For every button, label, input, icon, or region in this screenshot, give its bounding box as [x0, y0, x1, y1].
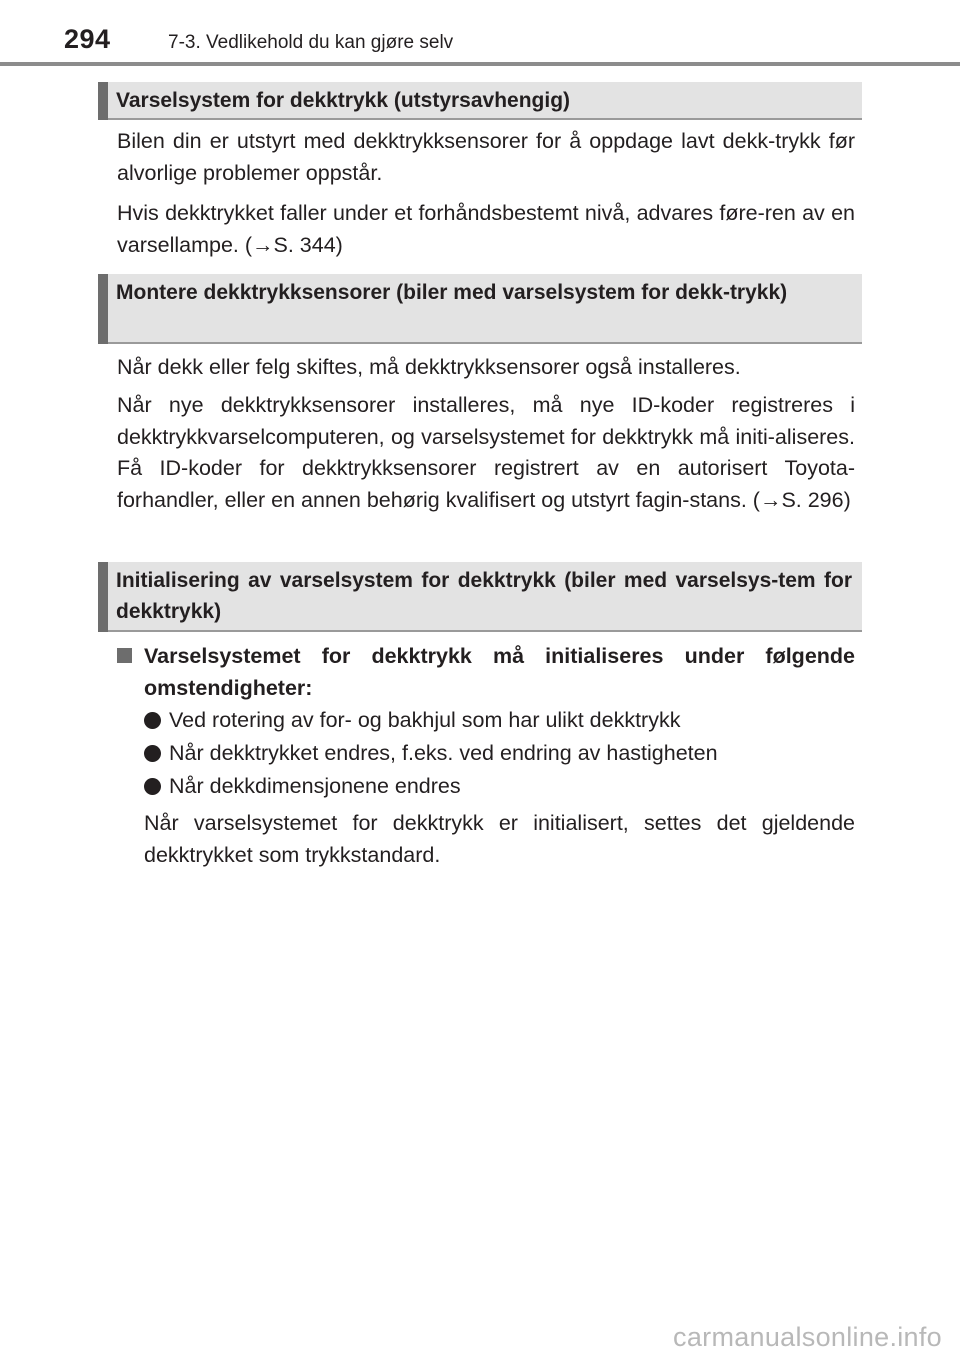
body-paragraph: Bilen din er utstyrt med dekktrykksensorer for å oppdage lavt dekk-trykk før alvorlige problemer oppstår. — [117, 129, 855, 185]
bullet-dot-icon — [144, 712, 161, 729]
chapter-title: 7-3. Vedlikehold du kan gjøre selv — [168, 32, 454, 53]
list-item-text: Ved rotering av for- og bakhjul som har ulikt dekktrykk — [169, 708, 681, 732]
sub-heading-text: Varselsystemet for dekktrykk må initialiseres under følgende omstendigheter: — [144, 644, 855, 700]
section-heading-install-sensors — [98, 274, 862, 344]
bullet-dot-icon — [144, 778, 161, 795]
sub-heading — [117, 640, 855, 704]
section-title: Initialisering av varselsystem for dekktrykk (biler med varselsys-tem for dekktrykk) — [116, 569, 852, 623]
header-divider — [0, 62, 960, 66]
page-header — [0, 0, 960, 66]
body-paragraph: Når varselsystemet for dekktrykk er initialisert, settes det gjeldende dekktrykket som trykkstandard. — [144, 811, 855, 867]
list-item — [144, 770, 855, 802]
section-heading-initialization — [98, 562, 862, 632]
section-title: Varselsystem for dekktrykk (utstyrsavhengig) — [116, 89, 571, 112]
section-title: Montere dekktrykksensorer (biler med varselsystem for dekk-trykk) — [116, 281, 788, 304]
list-item — [144, 704, 855, 736]
square-marker-icon — [117, 648, 132, 663]
section-heading-tire-pressure-warning — [98, 82, 862, 120]
body-paragraph: Når dekk eller felg skiftes, må dekktrykksensorer også installeres. — [117, 355, 741, 379]
list-item — [144, 737, 855, 769]
page-number: 294 — [64, 24, 111, 54]
list-item-text: Når dekkdimensjonene endres — [169, 774, 461, 798]
list-item-text: Når dekktrykket endres, f.eks. ved endring av hastigheten — [169, 741, 718, 765]
watermark: carmanualsonline.info — [673, 1322, 942, 1352]
bullet-dot-icon — [144, 745, 161, 762]
body-paragraph: Når nye dekktrykksensorer installeres, må nye ID-koder registreres i dekktrykkvarselcomputeren, og varselsystemet for dekktrykk må initi-aliseres. Få ID-koder for dekktrykksensorer registrert av en autorisert Toyota-forhandler, eller en annen behørig kvalifisert og utstyrt fagin-stans. (→S. 296) — [117, 393, 855, 512]
body-paragraph: Hvis dekktrykket faller under et forhåndsbestemt nivå, advares føre-ren av en varsellampe. (→S. 344) — [117, 201, 855, 257]
